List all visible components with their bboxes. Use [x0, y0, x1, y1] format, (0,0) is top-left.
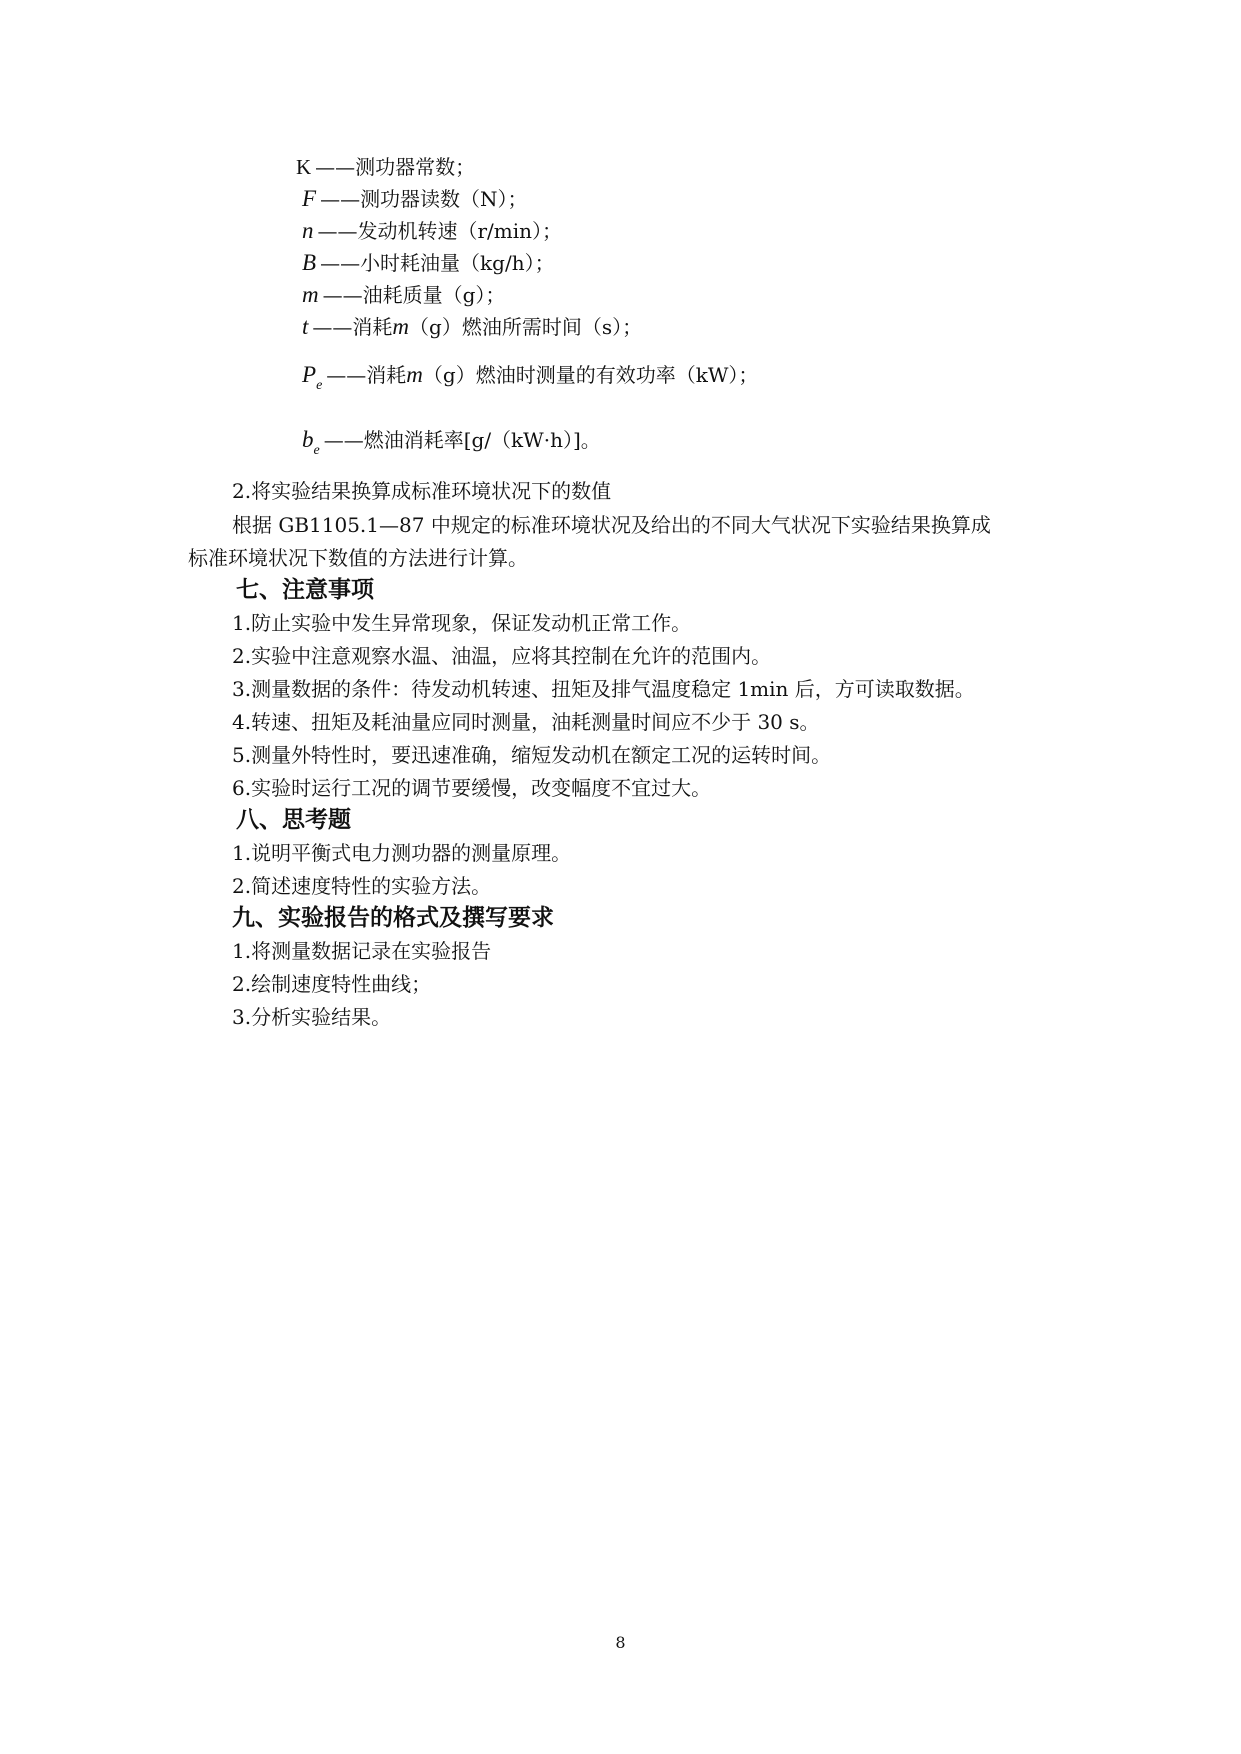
symbol: P [302, 362, 317, 387]
symbol: b [302, 427, 314, 452]
list-item: 1.防止实验中发生异常现象，保证发动机正常工作。 [232, 611, 692, 635]
symbol: m [302, 282, 319, 307]
list-item: 6.实验时运行工况的调节要缓慢，改变幅度不宜过大。 [232, 776, 712, 800]
symbol-subscript: e [316, 378, 323, 393]
symbol-def-b [302, 250, 555, 276]
symbol: F [302, 186, 317, 211]
symbol-definition: ——消耗 [326, 363, 407, 387]
list-item: 4.转速、扭矩及耗油量应同时测量，油耗测量时间应不少于 30 s。 [232, 710, 820, 734]
section-heading-8: 八、思考题 [236, 807, 351, 833]
page-number: 8 [615, 1633, 626, 1652]
symbol-definition: ——测功器读数（N）； [320, 187, 528, 211]
list-item: 3.测量数据的条件：待发动机转速、扭矩及排气温度稳定 1min 后，方可读取数据。 [232, 677, 975, 701]
list-item: 3.分析实验结果。 [232, 1005, 392, 1029]
symbol-definition: ——测功器常数； [315, 155, 476, 179]
symbol-subscript: e [313, 443, 320, 458]
list-item: 2.实验中注意观察水温、油温，应将其控制在允许的范围内。 [232, 644, 772, 668]
paragraph-line-2: 标准环境状况下数值的方法进行计算。 [188, 546, 528, 570]
section-heading-9: 九、实验报告的格式及撰写要求 [232, 905, 554, 931]
symbol: B [302, 250, 317, 275]
symbol-definition-tail: （g）燃油所需时间（s）； [409, 315, 643, 339]
symbol-definition-tail: （g）燃油时测量的有效功率（kW）； [422, 363, 759, 387]
paragraph-line-1: 根据 GB1105.1—87 中规定的标准环境状况及给出的不同大气状况下实验结果换算成 [232, 513, 991, 537]
symbol-definition: ——小时耗油量（kg/h）； [320, 251, 555, 275]
symbol-def-pe [302, 362, 758, 392]
symbol-definition: ——油耗质量（g）； [322, 283, 506, 307]
symbol-def-f [302, 186, 528, 212]
item-2-title: 2.将实验结果换算成标准环境状况下的数值 [232, 479, 612, 503]
list-item: 5.测量外特性时，要迅速准确，缩短发动机在额定工况的运转时间。 [232, 743, 832, 767]
list-item: 1.将测量数据记录在实验报告 [232, 939, 492, 963]
symbol-definition: ——燃油消耗率[g/（kW·h）]。 [323, 428, 601, 452]
symbol-definition: ——消耗 [312, 315, 393, 339]
symbol-definition: ——发动机转速（r/min）； [317, 219, 563, 243]
symbol-def-be [302, 427, 601, 457]
symbol-def-m [302, 282, 505, 308]
symbol-def-t [302, 314, 642, 340]
inline-symbol: m [392, 314, 410, 339]
section-heading-7: 七、注意事项 [236, 577, 374, 603]
list-item: 1.说明平衡式电力测功器的测量原理。 [232, 841, 572, 865]
symbol: t [302, 314, 309, 339]
inline-symbol: m [406, 362, 423, 387]
symbol-def-n [302, 218, 562, 244]
list-item: 2.简述速度特性的实验方法。 [232, 874, 492, 898]
list-item: 2.绘制速度特性曲线； [232, 972, 432, 996]
symbol: n [302, 218, 314, 243]
symbol: K [296, 155, 312, 179]
symbol-def-k [296, 154, 475, 180]
